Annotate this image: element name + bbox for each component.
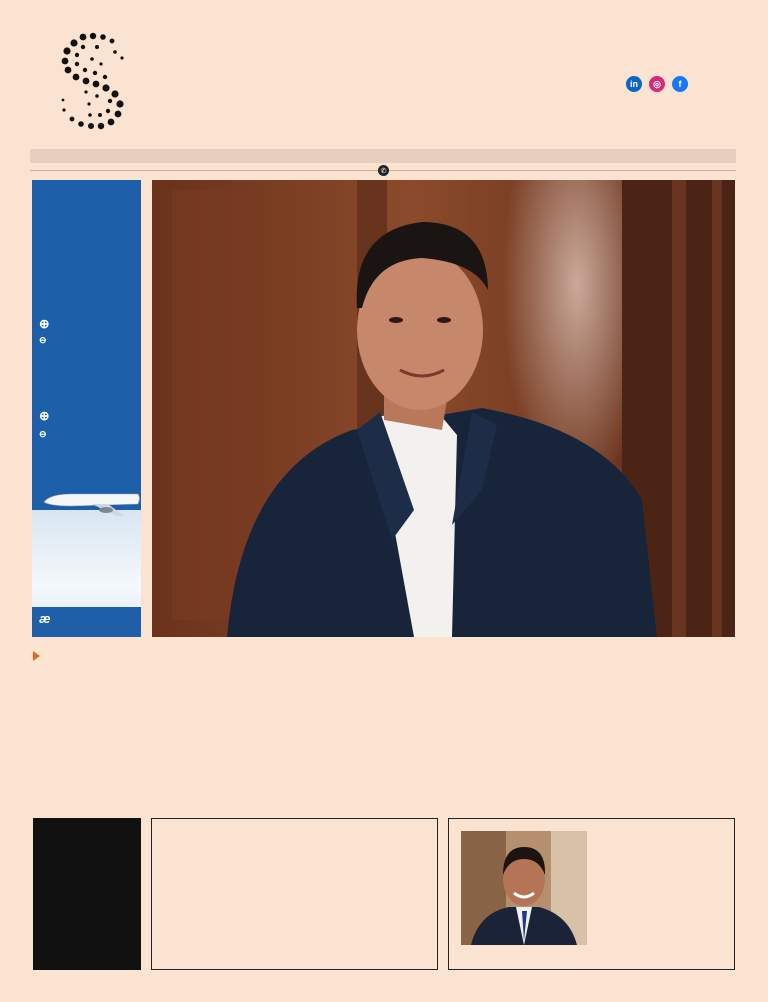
ad-minus-minutes: ⊖ (39, 429, 47, 439)
inflation-box[interactable] (151, 818, 438, 970)
linkedin-icon[interactable]: in (626, 76, 642, 92)
instagram-icon[interactable]: ◎ (649, 76, 665, 92)
inflation-chart (164, 863, 292, 955)
axtel-box[interactable] (448, 818, 735, 970)
airplane-icon (42, 480, 141, 520)
ad-plus-rapido: ⊕ (39, 409, 50, 423)
quote-box (33, 818, 141, 970)
section-label[interactable] (33, 651, 44, 661)
executive-photo (461, 831, 587, 945)
airline-ad[interactable] (32, 180, 141, 637)
ad-plus-descanso: ⊕ (39, 317, 50, 331)
ad-minus-jetlag: ⊖ (39, 335, 47, 345)
logo-icon (56, 28, 130, 132)
cover-photo (152, 180, 735, 637)
social-links (626, 76, 688, 92)
facebook-icon[interactable]: f (672, 76, 688, 92)
aireuropa-logo-icon: æ (39, 611, 51, 626)
market-ticker (30, 149, 736, 163)
play-arrow-icon (33, 651, 40, 661)
phone-icon: ✆ (378, 165, 389, 176)
